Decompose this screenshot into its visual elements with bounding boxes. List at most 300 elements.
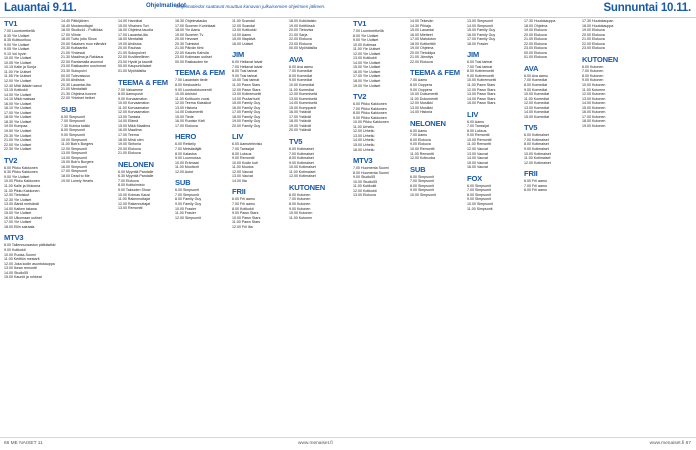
program-listing: 14.00 Komediat: [524, 110, 550, 115]
program-listing: 17.00 Family Guy: [467, 37, 496, 42]
program-listing: 10.00 Simpsonit: [61, 137, 87, 142]
program-listing: 11.00 Dokumentti: [410, 96, 438, 101]
program-listing: 9.00 Yle Uutiset: [353, 38, 379, 43]
program-listing: 15.00 Kauniit ja rohkeat: [4, 275, 42, 280]
program-listing: 11.00 Kotikokit: [353, 184, 377, 189]
program-listing: 11.00 Korvaamaton: [118, 105, 150, 110]
program-listing: 18.00 Ohjelma: [524, 23, 548, 28]
program-listing: 6.00 Hellavat laivat: [232, 60, 263, 65]
program-listing: 17.00 Ystävät: [289, 114, 311, 119]
program-listing: 21.00 Mentalistit: [61, 87, 88, 92]
program-listing: 9.00 Family Guy: [175, 201, 202, 206]
program-listing: 00.00 Kaupunkilaiset: [118, 64, 152, 69]
program-listing: 9.00 Kutonen: [582, 78, 604, 83]
program-listing: 16.00 Mietteet: [410, 32, 433, 37]
program-listing: 17.00 Simpsonit: [61, 169, 87, 174]
program-listing: 21.30 Ohjelma tuonne: [61, 91, 97, 96]
program-listing: 20.30 Toimistot: [175, 41, 200, 46]
program-listing: 11.00 Yle Uutiset: [4, 69, 32, 74]
program-listing: 17.00 Teema: [118, 133, 139, 138]
listing-column: [61, 19, 115, 435]
program-listing: 14.30 Pihlaja: [410, 23, 431, 28]
program-listing: 11.00 Kulttuurin vuosi: [175, 96, 210, 101]
program-listing: 11.00 Pawn Stars: [232, 220, 261, 225]
program-listing: 23.30 Sukupolvi: [61, 69, 87, 74]
program-listing: 11.00 Komediat: [524, 96, 549, 101]
program-listing: 6.00 Ava aamu: [289, 64, 313, 69]
program-listing: 14.00 Simpsonit: [467, 23, 493, 28]
program-listing: 17.00 Yle Uutiset: [353, 74, 381, 79]
program-listing: 12.00 Kotiruoka: [410, 156, 436, 161]
channel-heading: TV1: [353, 19, 367, 28]
program-listing: 19.00 Ahdistus: [118, 41, 142, 46]
program-listing: 21.00 Elokuva: [524, 37, 547, 42]
channel-heading: AVA: [524, 63, 539, 73]
program-listing: 16.00 Kutonen: [582, 110, 606, 115]
program-listing: 10.00 Erämaat: [175, 160, 199, 165]
program-listing: 20.00 Tietokilpa: [410, 50, 436, 55]
channel-heading: NELONEN: [118, 159, 154, 169]
program-listing: 9.00 Pawn Stars: [232, 211, 259, 216]
program-listing: 9.00 Tosi tarinat: [232, 73, 258, 78]
program-listing: 18.00 Studio44 - Politiikka: [61, 28, 103, 33]
program-listing: 20.30 Kuttaantta: [61, 46, 88, 51]
program-listing: 9.00 Luonnossa: [175, 156, 201, 161]
program-listing: 20.00 Family Guy: [232, 123, 261, 128]
program-listing: 8.00 Kutonen: [582, 73, 604, 78]
program-listing: 16.00 Ulkomaan uutiset: [4, 215, 42, 220]
program-listing: 11.00 Moottorit: [175, 165, 199, 170]
program-listing: 10.00 Kotimaiset: [524, 151, 551, 156]
program-listing: 18.00 Huutokauppa: [582, 23, 614, 28]
program-listing: 9.00 Remontti: [467, 133, 490, 138]
program-listing: 12.00 Joka kodin asuntokauppa: [4, 261, 55, 266]
program-listing: 22.00 Yhteiset hetket: [61, 96, 95, 101]
program-listing: 12.00 Kummisetä: [289, 92, 317, 97]
channel-heading: FOX: [467, 173, 483, 183]
program-listing: 20.00 Salaisen mun elämäni: [61, 41, 107, 46]
program-listing: 10.00 Pikku Kakkonen: [353, 120, 389, 125]
program-listing: 00.00 Rakkauden tie: [175, 59, 208, 64]
program-listing: 10.00 Pikku Kakkonen: [4, 179, 40, 184]
program-listing: 19.00 Family Guy: [232, 119, 261, 124]
listing-column: [175, 19, 229, 435]
channel-heading: TV5: [524, 123, 538, 133]
program-listing: 13.00 Vauvat: [467, 151, 488, 156]
program-listing: 14.00 Simpsonit: [61, 155, 87, 160]
program-listing: 20.00 Ystävät: [289, 128, 311, 133]
program-listing: 15.00 Lauantai: [410, 28, 434, 33]
program-listing: 12.00 Simpsonit: [61, 146, 87, 151]
program-listing: 10.00 Komediat: [524, 92, 550, 97]
program-listing: 8.00 Tosi tarinat: [232, 69, 258, 74]
program-listing: 12.00 Pawn Stars: [467, 87, 496, 92]
program-listing: 8.00 Kotimaiset: [524, 142, 549, 147]
program-listing: 9.00 Elokuva: [410, 142, 431, 147]
program-listing: 22.00 Kaunis Kahvila: [175, 50, 209, 55]
listing-column: [118, 19, 172, 435]
program-listing: 14.40 Pätkijäinen: [61, 19, 89, 23]
program-listing: 14.00 Dokumentti: [175, 110, 204, 115]
program-listing: 13.00 Urheilu: [353, 133, 375, 138]
program-listing: 6.30 Pikku Kakkonen: [4, 170, 38, 175]
program-listing: 13.00 Remontti: [118, 206, 143, 211]
program-listing: 13.00 Vauvat: [232, 174, 253, 179]
program-listing: 14.00 Yle Uutiset: [4, 92, 32, 97]
program-listing: 16.00 Ohjelma tauolla: [118, 28, 153, 33]
program-listing: 14.00 Vauvat: [467, 156, 488, 161]
program-listing: 11.00 Remontti: [410, 151, 435, 156]
channel-heading: JIM: [232, 50, 245, 60]
program-listing: 6.00 Simpsonit: [410, 174, 434, 179]
program-listing: 7.00 Komediat: [524, 78, 548, 83]
program-listing: 10.00 Komediat: [289, 83, 315, 88]
program-listing: 15.00 Yle Uutiset: [353, 65, 381, 70]
program-listing: 8.00 Ooppera: [410, 83, 432, 88]
program-listing: 10.00 Simpsonit: [467, 201, 493, 206]
left-page-day-title: Lauantai 9.11.: [4, 2, 77, 14]
program-listing: 15.00 Bob's Burgers: [61, 160, 94, 165]
program-listing: 6.00 Frii aamu: [524, 179, 547, 184]
program-listing: 19.00 Keittiössä: [289, 23, 315, 28]
program-listing: 17.00 Suomen Kuninkaat: [175, 23, 216, 28]
channel-heading: KUTONEN: [289, 182, 326, 192]
program-listing: 7.00 Tanssijat: [467, 124, 489, 129]
program-listing: 8.00 Kotitoimisto: [118, 183, 145, 188]
program-listing: 8.30 Yle Uutiset: [4, 33, 30, 38]
program-listing: 6.00 Pikku Kakkonen: [353, 102, 387, 107]
program-listing: 7.00 Kutonen: [582, 69, 604, 74]
program-listing: 18.00 Yle Uutiset: [353, 79, 381, 84]
program-listing: 18.00 Kotikeittiö: [410, 41, 436, 46]
program-listing: 19.00 Kutonen: [582, 123, 606, 128]
program-listing: 6.00 Simpsonit: [467, 183, 491, 188]
schedule-disclaimer: Ohjelmatiedot saattavat muuttua kanavan julkaisemien ohjelmien jälkeen.: [176, 4, 326, 9]
channel-heading: JIM: [467, 50, 480, 60]
program-listing: 15.00 Family Guy: [467, 28, 496, 33]
program-listing: 7.00 Simpsonit: [410, 179, 434, 184]
program-listing: 10.00 Kotimaa: [353, 42, 377, 47]
program-listing: 8.00 Yle Uutiset: [353, 33, 379, 38]
program-listing: 10.00 Yle Uutiset: [4, 56, 32, 61]
program-listing: 20.00 Elokuva: [524, 32, 547, 37]
program-listing: 8.00 Komediat: [524, 83, 548, 88]
program-listing: 8.00 Huomenta Suomi: [353, 170, 389, 175]
channel-heading: TV5: [289, 137, 303, 147]
program-listing: 15.00 Vauvat: [467, 160, 488, 165]
program-listing: 6.00 Kutonen: [289, 192, 311, 197]
footer-right-page-number: www.menaiset.fi 67: [649, 441, 691, 446]
footer-website: www.menaiset.fi: [298, 441, 333, 446]
program-listing: 8.00 Luksus: [232, 151, 252, 156]
program-listing: 22.00 Elokuva: [289, 37, 312, 42]
program-listing: 13.00 Komediat: [524, 105, 550, 110]
channel-heading: TEEMA & FEM: [175, 68, 225, 78]
program-listing: 19.00 Suomen Tv: [175, 32, 204, 37]
program-listing: 9.00 Luontodokumentti: [175, 87, 212, 92]
program-listing: 14.00 Yle Uutiset: [353, 60, 381, 65]
program-listing: 01.00 Elokuva: [524, 55, 547, 60]
program-listing: 18.00 Frasier: [467, 41, 489, 46]
program-listing: 18.00 Ellin sairaala: [4, 224, 35, 229]
program-listing: 23.00 Elokuva: [582, 46, 605, 51]
program-listing: 20.00 Elokuva: [582, 32, 605, 37]
program-listing: 7.00 Komediat: [289, 69, 313, 74]
program-listing: 7.00 Simpsonit: [175, 192, 199, 197]
program-listing: 7.00 Aamu: [410, 78, 428, 83]
program-listing: 10.15 Kalle ja Sonja: [4, 65, 36, 70]
program-listing: 11.00 Kutonen: [582, 87, 606, 92]
program-listing: 13.00 Tanssia: [118, 114, 141, 119]
program-listing: 14.00 Elämä: [118, 119, 139, 124]
program-listing: 15.00 Mikä Maailma: [118, 123, 151, 128]
program-listing: 7.30 Kuinka kaikki: [61, 123, 90, 128]
program-listing: 9.00 Simpsonit: [410, 188, 434, 193]
program-listing: 12.00 Komediat: [524, 101, 550, 106]
program-listing: 9.00 Ooppera: [410, 87, 432, 92]
program-listing: 10.00 Simpsonit: [410, 192, 436, 197]
program-listing: 23.00 Hyvät ja kauniit: [118, 59, 153, 64]
program-listing: 13.00 Kotikokit: [353, 56, 377, 61]
program-listing: 6.00 Ava aamu: [524, 73, 548, 78]
page-header: [0, 0, 696, 18]
channel-heading: MTV3: [4, 233, 24, 243]
program-listing: 18.00 Ystävät: [289, 119, 311, 124]
program-listing: 16.00 Yle Uutiset: [4, 101, 32, 106]
program-listing: 10.00 Kutonen: [289, 211, 313, 216]
program-listing: 8.00 Aamuposti: [118, 92, 143, 97]
program-listing: 7.00 Luontoretkellä: [4, 29, 35, 33]
program-listing: 10.00 Pawn Stars: [232, 215, 261, 220]
program-listing: 16.00 Uutiset: [232, 41, 254, 46]
program-listing: 19.00 Ohjelma: [410, 46, 434, 51]
program-listing: 16.10 Yle Uutiset: [4, 106, 32, 111]
program-listing: 19.00 Yle Uutiset: [353, 83, 381, 88]
program-listing: 6.00 Kutonen: [582, 64, 604, 69]
program-listing: 17.00 Family Guy: [232, 110, 261, 115]
program-listing: 11.00 Kotimaiset: [524, 156, 551, 161]
magazine-section-label: Ohjelmatiedot: [146, 3, 187, 9]
program-listing: 14.00 Tekevän: [410, 19, 434, 23]
program-listing: 17.00 Elokuva: [175, 123, 198, 128]
program-listing: 13.00 Kotikokki: [232, 28, 257, 33]
listing-column: [524, 19, 578, 435]
program-listing: 13.00 Ikean remontti: [4, 266, 37, 271]
program-listing: 11.00 Komediat: [289, 87, 314, 92]
program-listing: 6.00 Pikku Kakkonen: [4, 165, 38, 170]
program-listing: 12.00 Yle Uutiset: [353, 51, 381, 56]
program-listing: 9.00 Komediat: [524, 87, 548, 92]
program-listing: 7.00 Frii aamu: [524, 183, 547, 188]
program-listing: 9.00 Talouden Show: [118, 187, 151, 192]
program-listing: 14.00 Hannibal: [118, 19, 143, 23]
program-listing: 20.00 Hevoset: [175, 37, 199, 42]
program-listing: 7.00 Tosi tarinat: [467, 64, 493, 69]
program-listing: 12.00 Scandal: [232, 23, 255, 28]
program-listing: 7.00 Kotimaiset: [289, 151, 314, 156]
program-listing: 7.00 Kutonen: [289, 197, 311, 202]
program-listing: 7.00 Metsästäjät: [175, 147, 202, 152]
program-listing: 21.00 Yle Uutiset: [4, 138, 32, 143]
listing-column: [4, 19, 58, 435]
listing-column: [410, 19, 464, 435]
program-listing: 21.00 Elokuva: [118, 151, 141, 156]
program-listing: 8.00 Komediat: [289, 73, 313, 78]
program-listing: 14.00 Studio55: [4, 270, 29, 275]
program-listing: 23.00 Elokuva: [289, 41, 312, 46]
program-listing: 18.00 Family Guy: [232, 114, 261, 119]
program-listing: 7.00 Simpsonit: [467, 188, 491, 193]
program-listing: 11.30 Pikku Kakkonen: [4, 188, 40, 193]
program-listing: 7.00 Huomenta Suomi: [353, 166, 389, 171]
program-listing: 6.00 Myyntiä Pandalle: [118, 169, 154, 174]
program-listing: 8.00 Keskustelu: [175, 83, 201, 88]
program-listing: 7.00 Frii aamu: [232, 201, 255, 206]
program-listing: 20.00 Tietovisa: [289, 28, 314, 33]
channel-heading: TEEMA & FEM: [410, 68, 460, 78]
program-listing: 12.00 Korvaamaton: [118, 110, 150, 115]
program-listing: 8.00 Family Guy: [175, 197, 202, 202]
channel-heading: LIV: [232, 132, 244, 142]
program-listing: 14.00 Kutonen: [582, 101, 606, 106]
listing-column: [289, 19, 343, 435]
channel-heading: TEEMA & FEM: [118, 77, 168, 87]
program-listing: 13.00 Pawn Stars: [467, 92, 496, 97]
program-listing: 14.00 Historia: [410, 110, 433, 115]
program-listing: 9.05 Yle Uutiset: [4, 47, 30, 52]
program-listing: 8.00 Simpsonit: [61, 128, 85, 133]
footer-left-page-number: 66 ME NAISET 11: [4, 441, 43, 446]
program-listing: 13.00 Kotiremontti: [232, 92, 262, 97]
program-listing: 18.00 Kokkitaisto: [289, 19, 317, 23]
program-listing: 23.00 Rakkauden uusimmat: [61, 64, 106, 69]
program-listing: 11.00 Kotimaiset: [289, 169, 316, 174]
program-listing: 14.10 Mikä maksaa: [4, 97, 36, 102]
program-listing: 10.00 Korvaamaton: [118, 101, 150, 106]
program-listing: 10.00 Kotimaiset: [289, 165, 316, 170]
program-listing: 7.00 Pikku Kakkonen: [353, 106, 387, 111]
program-listing: 20.00 Elokuva: [118, 146, 141, 151]
program-listing: 8.00 Kutonen: [289, 201, 311, 206]
program-listing: 21.00 Päivän tiimi: [175, 46, 204, 51]
program-listing: 15.00 Kumppanit: [289, 105, 317, 110]
program-listing: 9.10 Voi hyvin: [4, 51, 27, 56]
program-listing: 11.00 Bob's Burgers: [61, 142, 94, 147]
program-listing: 14.00 Puutarhurit: [232, 96, 260, 101]
program-listing: 7.00 Aamu: [410, 133, 428, 138]
program-listing: 16.00 Urheilu: [353, 147, 375, 152]
program-listing: 00.00 Myöhäisilta: [289, 46, 317, 51]
program-listing: 22.00 Yle Uutiset: [4, 142, 32, 147]
program-listing: 7.00 Elokuva: [118, 178, 139, 183]
program-listing: 12.40 Mitä lääkäri sanoi: [4, 83, 42, 88]
program-listing: 12.00 Kotimaiset: [289, 174, 316, 179]
program-listing: 9.00 Studio55: [353, 175, 376, 180]
program-listing: 10.00 Kutonen: [582, 83, 606, 88]
program-listing: 13.00 Kutonen: [582, 96, 606, 101]
program-listing: 22.00 Rantamalla asunnot: [61, 59, 103, 64]
program-listing: 15.00 Vihainen Tori: [118, 23, 149, 28]
program-listing: 8.00 Luksus: [467, 128, 487, 133]
program-listing: 16.00 Yle Uutiset: [353, 69, 381, 74]
program-listing: 19.50 Yle Uutiset: [4, 129, 32, 134]
program-listing: 23.00 Elokuva: [524, 46, 547, 51]
program-listing: 16.40 Mustanottajat: [61, 23, 93, 28]
program-listing: 12.00 Vauvat: [232, 169, 253, 174]
program-listing: 17.00 Yle Uutiset: [4, 110, 32, 115]
program-listing: 14.00 Ilta: [232, 178, 247, 183]
program-listing: 9.00 Komediat: [289, 78, 313, 83]
program-listing: 17.00 Lauantai-ilta: [118, 32, 148, 37]
program-listing: 7.00 Luontoretkellä: [353, 29, 384, 33]
program-listing: 9.00 Pikku Kakkonen: [353, 115, 387, 120]
program-listing: 15.00 Tiede: [175, 114, 194, 119]
listing-column: [353, 19, 407, 435]
program-listing: 13.00 Kummisetä: [289, 96, 317, 101]
channel-heading: TV1: [4, 19, 18, 28]
program-listing: 8.00 Kotiremontti: [467, 69, 495, 74]
program-listing: 00.00 Elokuva: [524, 50, 547, 55]
program-listing: 18.00 Minä olen: [118, 137, 144, 142]
program-listing: 11.00 Frasier: [175, 211, 196, 216]
channel-heading: AVA: [289, 54, 304, 64]
program-listing: 8.00 Pikku Kakkonen: [353, 111, 387, 116]
program-listing: 18.30 Yle Uutiset: [4, 119, 32, 124]
program-listing: 10.00 Studio55: [353, 179, 378, 184]
channel-heading: HERO: [175, 132, 197, 142]
program-listing: 19.00 Ystävät: [289, 123, 311, 128]
program-listing: 13.00 Ääniä metsästä: [4, 202, 39, 207]
program-listing: 11.00 Scandal: [232, 19, 255, 23]
program-listing: 11.00 Keittiön mestarit: [4, 257, 40, 262]
channel-heading: FRII: [232, 187, 246, 197]
program-listing: 13.00 Historia: [175, 105, 198, 110]
program-listing: 16.00 Ystävät: [289, 110, 311, 115]
program-listing: 17.00 Viihde: [61, 32, 81, 37]
channel-heading: TV2: [4, 155, 18, 165]
program-listing: 16.00 Simpsonit: [61, 164, 87, 169]
program-listing: 10.00 Remontti: [410, 147, 435, 152]
program-listing: 10.00 Dokumentti: [410, 92, 439, 97]
channel-heading: FRII: [524, 169, 538, 179]
program-listing: 7.00 Hellavat laivat: [232, 64, 263, 69]
program-listing: 12.00 Urheilu: [353, 129, 375, 134]
program-listing: 9.00 Yle Uutiset: [4, 42, 30, 47]
program-listing: 6.00 Simpsonit: [61, 114, 85, 119]
program-listing: 20.30 Yle Uutiset: [4, 133, 32, 138]
program-listing: 14.00 Kummisetä: [289, 101, 317, 106]
program-listing: 10.00 Tosi tarinat: [232, 78, 260, 83]
program-listing: 22.00 Elokuva: [582, 41, 605, 46]
program-listing: 12.00 Simpsonit: [175, 215, 201, 220]
program-listing: 6.00 Simpsonit: [175, 188, 199, 193]
program-listing: 12.00 Rakennuttajat: [118, 201, 151, 206]
program-listing: 8.00 Kotikokit: [232, 206, 254, 211]
program-listing: 21.00 Jännitys: [410, 55, 434, 60]
program-listing: 6.00 Aamu: [467, 119, 485, 124]
program-listing: 13.00 Simpsonit: [467, 19, 493, 23]
channel-heading: MTV3: [353, 156, 373, 166]
program-listing: 10.00 Ruoka-Suomi: [4, 252, 36, 257]
program-listing: 21.00 Sukupolvet: [118, 50, 146, 55]
program-listing: 00.00 Tulevaisuus: [61, 73, 90, 78]
program-listing: 6.00 Frii aamu: [232, 197, 255, 202]
channel-heading: SUB: [61, 104, 77, 114]
program-listing: 16.00 Family Guy: [467, 32, 496, 37]
program-listing: 8.00 Kotimaiset: [289, 156, 314, 161]
program-listing: 12.00 Autot: [175, 169, 194, 174]
program-listing: 9.00 Kotimaiset: [524, 147, 549, 152]
